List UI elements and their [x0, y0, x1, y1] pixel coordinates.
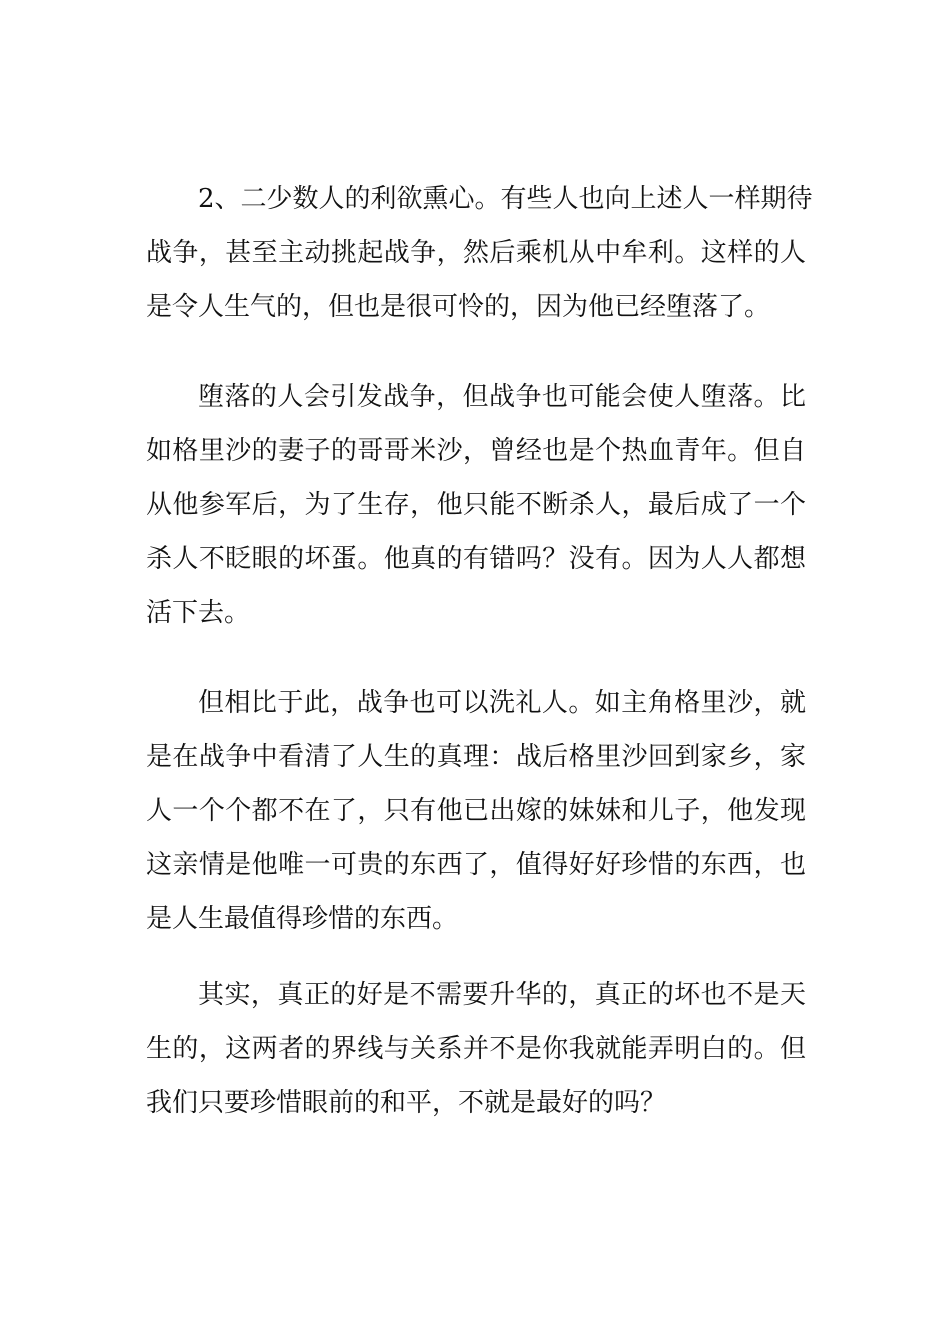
- paragraph-line: 生的，这两者的界线与关系并不是你我就能弄明白的。但: [146, 1034, 806, 1064]
- paragraph-line: 活下去。: [146, 598, 251, 628]
- paragraph-line: 我们只要珍惜眼前的和平，不就是最好的吗？: [146, 1088, 667, 1118]
- paragraph-1: [146, 172, 813, 334]
- paragraph-line: 堕落的人会引发战争，但战争也可能会使人堕落。比: [198, 382, 806, 412]
- paragraph-line: 这亲情是他唯一可贵的东西了，值得好好珍惜的东西，也: [146, 850, 806, 880]
- paragraph-line: 是人生最值得珍惜的东西。: [146, 904, 459, 934]
- paragraph-line: 杀人不眨眼的坏蛋。他真的有错吗？没有。因为人人都想: [146, 544, 806, 574]
- paragraph-line: 但相比于此，战争也可以洗礼人。如主角格里沙，就: [198, 688, 806, 718]
- paragraph-2: [146, 370, 806, 640]
- paragraph-line: 2、二少数人的利欲熏心。有些人也向上述人一样期待: [198, 184, 813, 214]
- paragraph-4: [146, 968, 806, 1130]
- paragraph-line: 战争，甚至主动挑起战争，然后乘机从中牟利。这样的人: [146, 238, 806, 268]
- paragraph-3: [146, 676, 806, 946]
- paragraph-line: 是在战争中看清了人生的真理：战后格里沙回到家乡，家: [146, 742, 806, 772]
- paragraph-line: 人一个个都不在了，只有他已出嫁的妹妹和儿子，他发现: [146, 796, 806, 826]
- paragraph-line: 是令人生气的，但也是很可怜的，因为他已经堕落了。: [146, 292, 771, 322]
- paragraph-line: 如格里沙的妻子的哥哥米沙，曾经也是个热血青年。但自: [146, 436, 806, 466]
- paragraph-line: 从他参军后，为了生存，他只能不断杀人，最后成了一个: [146, 490, 806, 520]
- paragraph-line: 其实，真正的好是不需要升华的，真正的坏也不是天: [198, 980, 806, 1010]
